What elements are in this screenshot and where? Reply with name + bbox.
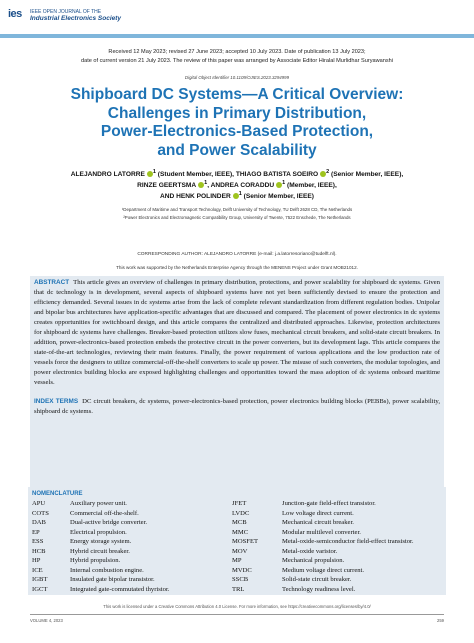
nomenclature-left-column bbox=[32, 500, 232, 595]
abbreviation: JFET bbox=[232, 500, 247, 507]
affiliation-1: ¹Department of Maritime and Transport Technology, Delft University of Technology, TU Delft 2628 CD, The Netherlands bbox=[121, 207, 353, 212]
abbreviation: TRL bbox=[232, 585, 245, 593]
corresponding-author: CORRESPONDING AUTHOR: ALEJANDRO LATORRE (e-mail: j.a.latorresoriano@tudelft.nl). bbox=[137, 252, 337, 257]
author-role: (Member, IEEE), bbox=[285, 182, 337, 190]
author-name: HENK POLINDER bbox=[176, 193, 231, 201]
index-terms-text: DC circuit breakers, dc systems, power-electronics-based protection, power electronics building blocks (PEBBs), power scalability, shipboard dc systems. bbox=[34, 398, 440, 415]
author-role: (Senior Member, IEEE) bbox=[241, 193, 314, 201]
abbreviation: IGBT bbox=[32, 576, 48, 584]
author-affiliation-mark: 1 bbox=[282, 180, 286, 186]
author-role: (Senior Member, IEEE), bbox=[329, 171, 404, 179]
definition: Internal combustion engine. bbox=[70, 566, 144, 574]
authors-line3 bbox=[30, 189, 444, 202]
abbreviation: ESS bbox=[32, 538, 44, 546]
nomenclature-row bbox=[232, 586, 432, 596]
nomenclature-row bbox=[32, 548, 232, 558]
definition: Junction-gate field-effect transistor. bbox=[282, 500, 376, 507]
author-name: THIAGO BATISTA SOEIRO bbox=[235, 171, 319, 179]
author-name: ALEJANDRO LATORRE bbox=[70, 171, 145, 179]
definition: Mechanical propulsion. bbox=[282, 557, 345, 565]
nomenclature-row bbox=[232, 576, 432, 586]
nomenclature-row bbox=[232, 567, 432, 577]
abbreviation: MVDC bbox=[232, 566, 252, 574]
society-line1: IEEE OPEN JOURNAL OF THE bbox=[30, 9, 102, 15]
nomenclature-row bbox=[232, 529, 432, 539]
nomenclature-row bbox=[32, 557, 232, 567]
abbreviation: DAB bbox=[32, 519, 46, 527]
nomenclature-row bbox=[32, 510, 232, 520]
abbreviation: HP bbox=[32, 557, 41, 565]
nomenclature-row bbox=[32, 500, 232, 510]
definition: Commercial off-the-shelf. bbox=[70, 509, 139, 517]
volume-label: VOLUME 4, 2023 bbox=[30, 618, 63, 623]
nomenclature-row bbox=[232, 519, 432, 529]
nomenclature-row bbox=[232, 548, 432, 558]
definition: Auxiliary power unit. bbox=[70, 500, 127, 507]
author-separator: , bbox=[207, 182, 211, 190]
index-terms bbox=[34, 397, 440, 417]
page-number: 259 bbox=[437, 618, 444, 623]
abbreviation: HCB bbox=[32, 547, 46, 555]
abbreviation: SSCB bbox=[232, 576, 249, 584]
index-terms-label: INDEX TERMS bbox=[34, 398, 79, 405]
author-name: RINZE GEERTSMA bbox=[137, 182, 197, 190]
journal-header bbox=[0, 0, 474, 34]
author-and: AND bbox=[160, 193, 177, 201]
nomenclature-row bbox=[32, 586, 232, 596]
abbreviation: IGCT bbox=[32, 585, 48, 593]
definition: Modular multilevel converter. bbox=[282, 528, 361, 536]
author-affiliation-mark: 2 bbox=[326, 169, 330, 175]
doi: Digital Object Identifier 10.1109/OJIES.2023.3294999 bbox=[184, 75, 290, 80]
author-affiliation-mark: 1 bbox=[204, 180, 208, 186]
funding-note: This work was supported by the Netherlands Enterprise Agency through the MENENS Project under Grant MOB21012. bbox=[116, 265, 358, 270]
abbreviation: MCB bbox=[232, 519, 247, 527]
nomenclature-row bbox=[232, 500, 432, 510]
definition: Medium voltage direct current. bbox=[282, 566, 365, 574]
nomenclature-row bbox=[32, 538, 232, 548]
nomenclature-row bbox=[32, 529, 232, 539]
abbreviation: COTS bbox=[32, 509, 49, 517]
definition: Metal-oxide-semiconductor field-effect transistor. bbox=[282, 538, 414, 546]
title-line3: Power-Electronics-Based Protection, bbox=[100, 123, 374, 140]
definition: Dual-active bridge converter. bbox=[70, 519, 148, 527]
definition: Energy storage system. bbox=[70, 538, 132, 546]
nomenclature-row bbox=[32, 567, 232, 577]
title-line4: and Power Scalability bbox=[157, 141, 317, 159]
definition: Mechanical circuit breaker. bbox=[282, 519, 354, 527]
author-name: ANDREA CORADDU bbox=[210, 182, 275, 190]
abstract-text: This article gives an overview of challenges in primary distribution, protections, and power scalability for shipboard dc systems. Given that dc technology is in development, several aspects of shipboard systems have not yet been sufficiently devised to ensure the protection and efficiency demanded. Several issues in dc systems arise from the lack of complete relevant standardization from different regulation bodies. Unipolar and bipolar bus architectures have application-specific advantages that are discussed and compared. The placement of power electronics in dc systems creates opportunities for switchboard design, and this article compares the centralized and distributed approaches. Likewise, protection architectures for shipboard dc systems have challenges. Breaker-based protection utilizes slow fuses, mechanical circuit breakers, and solid-state circuit breakers. In addition, power-electronics-based protection embeds the protective circuit in the power converters, but its development lags. This article compares the state-of-the-art technologies, reviewing their main features. Finally, the power requirement of various applications and the low production rate of vessels force the designers to utilize commercial-off-the-shelf converters to scale up power. The misuse of such converters, the modular topologies, and power electronics building blocks are exposed highlighting challenges and opportunities toward the mass adoption of dc systems onboard maritime vessels. bbox=[34, 279, 440, 386]
dates-line2: date of current version 21 July 2023. The review of this paper was arranged by Associate Editor Hiralal Murlidhar Suryawanshi bbox=[80, 58, 394, 64]
abbreviation: MOSFET bbox=[232, 538, 259, 546]
definition: Hybrid propulsion. bbox=[70, 557, 121, 565]
author-role: (Student Member, IEEE), bbox=[155, 171, 236, 179]
nomenclature-row bbox=[232, 538, 432, 548]
author-affiliation-mark: 1 bbox=[152, 169, 156, 175]
abstract-label: ABSTRACT bbox=[34, 279, 70, 286]
abbreviation: LVDC bbox=[232, 509, 250, 517]
abbreviation: EP bbox=[32, 528, 40, 536]
definition: Solid-state circuit breaker. bbox=[282, 576, 352, 584]
abbreviation: APU bbox=[32, 500, 46, 507]
definition: Electrical propulsion. bbox=[70, 528, 127, 536]
nomenclature-right-column bbox=[232, 500, 432, 595]
definition: Low voltage direct current. bbox=[282, 509, 354, 517]
definition: Insulated gate bipolar transistor. bbox=[70, 576, 155, 584]
affiliation-2: ²Power Electronics and Electromagnetic Compatibility Group, University of Twente, 7522 Enschede, The Netherlands bbox=[123, 215, 351, 220]
paper-title bbox=[30, 86, 444, 160]
nomenclature-row bbox=[232, 557, 432, 567]
definition: Technology readiness level. bbox=[282, 585, 356, 593]
title-line1: Shipboard DC Systems—A Critical Overview: bbox=[70, 86, 404, 103]
footer-divider bbox=[30, 614, 444, 615]
definition: Integrated gate-commutated thyristor. bbox=[70, 585, 170, 593]
definition: Hybrid circuit breaker. bbox=[70, 547, 130, 555]
nomenclature-row bbox=[32, 576, 232, 586]
ies-logo-mark: ies bbox=[8, 8, 22, 20]
author-affiliation-mark: 1 bbox=[238, 191, 242, 197]
nomenclature-row bbox=[32, 519, 232, 529]
society-line2: Industrial Electronics Society bbox=[30, 15, 122, 22]
abbreviation: MOV bbox=[232, 547, 248, 555]
title-line2: Challenges in Primary Distribution, bbox=[107, 104, 367, 122]
abbreviation: ICE bbox=[32, 566, 43, 574]
journal-logo bbox=[8, 8, 122, 34]
license-note: This work is licensed under a Creative Commons Attribution 4.0 License. For more information, see https://creativecommons.org/licenses/by/4.0/ bbox=[103, 604, 371, 609]
nomenclature-row bbox=[232, 510, 432, 520]
abstract bbox=[34, 278, 440, 388]
abbreviation: MP bbox=[232, 557, 242, 565]
abbreviation: MMC bbox=[232, 528, 249, 536]
definition: Metal-oxide varistor. bbox=[282, 547, 338, 555]
header-divider bbox=[0, 34, 474, 38]
dates-line1: Received 12 May 2023; revised 27 June 2023; accepted 10 July 2023. Date of publication 13 July 2023; bbox=[108, 49, 366, 55]
nomenclature-title: NOMENCLATURE bbox=[32, 491, 83, 497]
